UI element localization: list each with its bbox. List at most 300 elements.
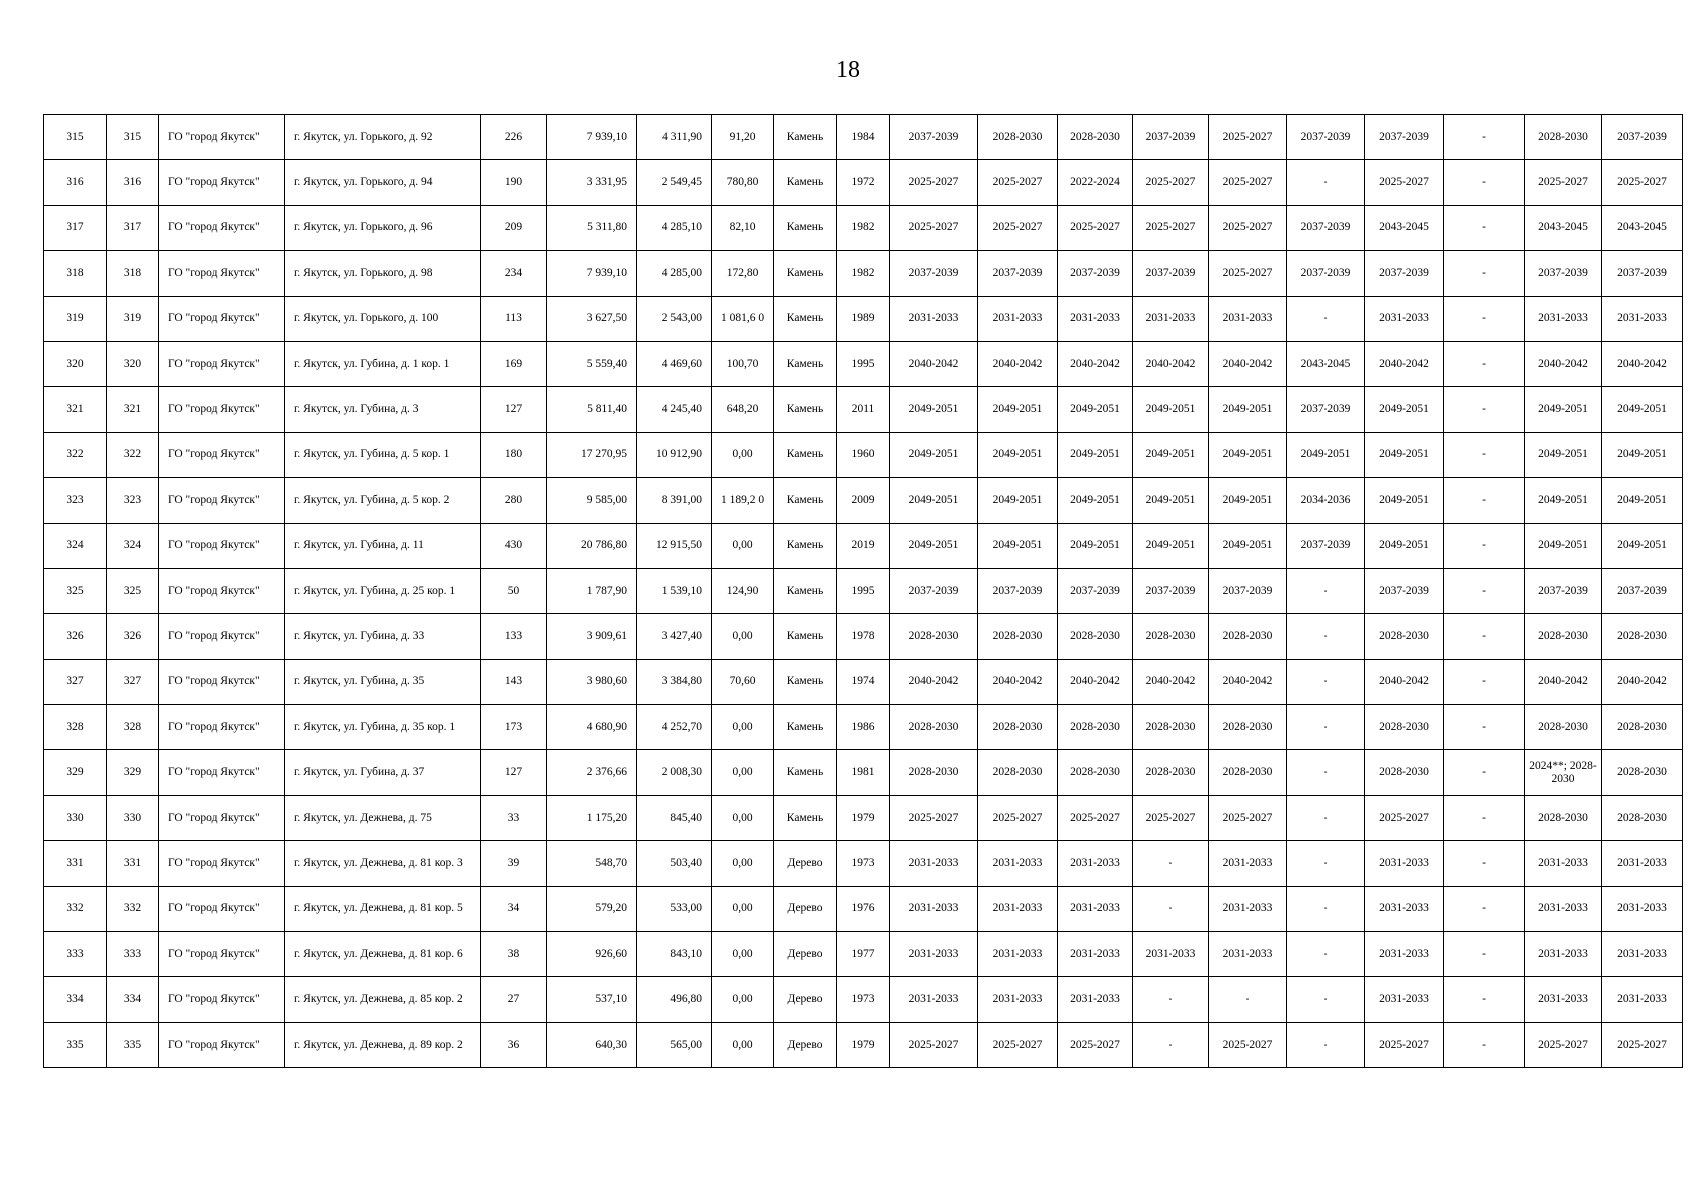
cell-residents: 33 [481,795,547,840]
cell-period-8: - [1444,659,1525,704]
cell-living-area: 1 539,10 [637,568,712,613]
cell-living-area: 4 469,60 [637,341,712,386]
cell-residents: 234 [481,251,547,296]
cell-total-area: 3 980,60 [547,659,637,704]
cell-period-7: 2043-2045 [1365,205,1444,250]
cell-wall-material: Камень [774,251,837,296]
cell-total-area: 1 175,20 [547,795,637,840]
cell-living-area: 4 245,40 [637,387,712,432]
cell-wall-material: Камень [774,523,837,568]
cell-build-year: 1973 [837,841,890,886]
cell-total-area: 7 939,10 [547,251,637,296]
cell-residents: 34 [481,886,547,931]
cell-build-year: 2019 [837,523,890,568]
cell-address: г. Якутск, ул. Губина, д. 3 [285,387,481,432]
cell-period-5: 2040-2042 [1209,341,1287,386]
cell-period-1: 2037-2039 [890,251,978,296]
cell-period-3: 2025-2027 [1058,795,1133,840]
cell-address: г. Якутск, ул. Дежнева, д. 81 кор. 3 [285,841,481,886]
cell-house-number: 322 [107,432,159,477]
cell-living-area: 2 549,45 [637,160,712,205]
cell-period-8: - [1444,705,1525,750]
cell-total-area: 5 559,40 [547,341,637,386]
cell-period-9: 2031-2033 [1525,841,1602,886]
cell-municipality: ГО "город Якутск" [159,478,285,523]
cell-living-area: 533,00 [637,886,712,931]
cell-period-3: 2040-2042 [1058,341,1133,386]
cell-period-6: - [1287,296,1365,341]
cell-period-3: 2037-2039 [1058,251,1133,296]
cell-total-area: 9 585,00 [547,478,637,523]
cell-period-9: 2028-2030 [1525,115,1602,160]
cell-period-8: - [1444,341,1525,386]
cell-row-number: 328 [44,705,107,750]
cell-address: г. Якутск, ул. Горького, д. 94 [285,160,481,205]
cell-period-9: 2028-2030 [1525,614,1602,659]
cell-period-2: 2037-2039 [978,568,1058,613]
cell-house-number: 321 [107,387,159,432]
cell-period-7: 2031-2033 [1365,932,1444,977]
cell-period-2: 2025-2027 [978,1022,1058,1067]
cell-period-9: 2040-2042 [1525,659,1602,704]
cell-period-7: 2028-2030 [1365,705,1444,750]
cell-period-2: 2040-2042 [978,341,1058,386]
cell-period-7: 2025-2027 [1365,1022,1444,1067]
cell-period-2: 2040-2042 [978,659,1058,704]
cell-period-7: 2031-2033 [1365,977,1444,1022]
cell-municipality: ГО "город Якутск" [159,251,285,296]
cell-period-5: 2031-2033 [1209,932,1287,977]
cell-total-area: 5 311,80 [547,205,637,250]
cell-total-area: 17 270,95 [547,432,637,477]
cell-period-6: 2034-2036 [1287,478,1365,523]
cell-period-4: 2028-2030 [1133,750,1209,795]
cell-address: г. Якутск, ул. Губина, д. 5 кор. 1 [285,432,481,477]
cell-period-10: 2031-2033 [1602,841,1683,886]
cell-period-1: 2028-2030 [890,705,978,750]
cell-build-year: 1974 [837,659,890,704]
cell-house-number: 329 [107,750,159,795]
cell-period-6: 2037-2039 [1287,251,1365,296]
cell-period-2: 2031-2033 [978,932,1058,977]
cell-period-7: 2040-2042 [1365,659,1444,704]
table-row [44,977,1683,1022]
cell-period-4: - [1133,977,1209,1022]
cell-total-area: 579,20 [547,886,637,931]
cell-period-4: 2025-2027 [1133,795,1209,840]
cell-period-5: 2025-2027 [1209,160,1287,205]
cell-municipality: ГО "город Якутск" [159,568,285,613]
cell-wall-material: Камень [774,705,837,750]
cell-period-1: 2037-2039 [890,568,978,613]
cell-total-area: 3 909,61 [547,614,637,659]
cell-period-1: 2040-2042 [890,659,978,704]
cell-row-number: 316 [44,160,107,205]
cell-period-3: 2037-2039 [1058,568,1133,613]
cell-period-9: 2031-2033 [1525,977,1602,1022]
cell-municipality: ГО "город Якутск" [159,841,285,886]
cell-total-area: 548,70 [547,841,637,886]
table-row [44,568,1683,613]
cell-period-9: 2037-2039 [1525,251,1602,296]
cell-row-number: 319 [44,296,107,341]
cell-period-6: 2037-2039 [1287,205,1365,250]
cell-residents: 180 [481,432,547,477]
cell-period-4: 2037-2039 [1133,568,1209,613]
cell-residents: 127 [481,387,547,432]
cell-period-5: 2031-2033 [1209,886,1287,931]
cell-period-3: 2028-2030 [1058,705,1133,750]
cell-period-1: 2049-2051 [890,523,978,568]
cell-living-area: 4 311,90 [637,115,712,160]
cell-period-6: - [1287,932,1365,977]
cell-living-area: 4 285,00 [637,251,712,296]
cell-period-10: 2031-2033 [1602,296,1683,341]
cell-period-2: 2028-2030 [978,115,1058,160]
cell-period-6: 2049-2051 [1287,432,1365,477]
cell-municipality: ГО "город Якутск" [159,705,285,750]
cell-period-3: 2025-2027 [1058,1022,1133,1067]
cell-wall-material: Камень [774,115,837,160]
cell-residents: 143 [481,659,547,704]
cell-municipality: ГО "город Якутск" [159,795,285,840]
cell-municipality: ГО "город Якутск" [159,523,285,568]
cell-row-number: 322 [44,432,107,477]
cell-period-8: - [1444,160,1525,205]
cell-build-year: 1973 [837,977,890,1022]
cell-row-number: 330 [44,795,107,840]
cell-period-3: 2031-2033 [1058,841,1133,886]
cell-living-area: 3 427,40 [637,614,712,659]
cell-period-7: 2028-2030 [1365,614,1444,659]
cell-period-10: 2028-2030 [1602,795,1683,840]
cell-period-5: 2049-2051 [1209,387,1287,432]
cell-period-6: - [1287,795,1365,840]
cell-row-number: 332 [44,886,107,931]
cell-period-9: 2040-2042 [1525,341,1602,386]
cell-period-10: 2025-2027 [1602,1022,1683,1067]
cell-row-number: 333 [44,932,107,977]
cell-address: г. Якутск, ул. Горького, д. 92 [285,115,481,160]
cell-nonliving-area: 82,10 [712,205,774,250]
cell-period-3: 2049-2051 [1058,432,1133,477]
table-row [44,296,1683,341]
cell-period-3: 2049-2051 [1058,523,1133,568]
cell-period-4: 2025-2027 [1133,160,1209,205]
cell-period-9: 2031-2033 [1525,932,1602,977]
cell-period-10: 2040-2042 [1602,341,1683,386]
cell-row-number: 325 [44,568,107,613]
cell-period-3: 2049-2051 [1058,387,1133,432]
cell-period-10: 2049-2051 [1602,478,1683,523]
cell-living-area: 8 391,00 [637,478,712,523]
cell-living-area: 565,00 [637,1022,712,1067]
cell-build-year: 1982 [837,251,890,296]
cell-period-10: 2049-2051 [1602,432,1683,477]
cell-total-area: 4 680,90 [547,705,637,750]
cell-nonliving-area: 172,80 [712,251,774,296]
cell-wall-material: Дерево [774,932,837,977]
cell-wall-material: Камень [774,387,837,432]
table-row [44,841,1683,886]
cell-nonliving-area: 70,60 [712,659,774,704]
table-row [44,705,1683,750]
cell-living-area: 503,40 [637,841,712,886]
cell-house-number: 315 [107,115,159,160]
cell-period-1: 2031-2033 [890,886,978,931]
cell-period-10: 2040-2042 [1602,659,1683,704]
cell-row-number: 334 [44,977,107,1022]
cell-total-area: 3 331,95 [547,160,637,205]
table-row [44,886,1683,931]
cell-period-2: 2028-2030 [978,614,1058,659]
cell-period-6: - [1287,841,1365,886]
cell-nonliving-area: 0,00 [712,795,774,840]
cell-wall-material: Камень [774,296,837,341]
cell-period-10: 2028-2030 [1602,750,1683,795]
cell-house-number: 335 [107,1022,159,1067]
cell-period-9: 2031-2033 [1525,296,1602,341]
cell-period-8: - [1444,932,1525,977]
cell-period-2: 2025-2027 [978,205,1058,250]
cell-address: г. Якутск, ул. Губина, д. 1 кор. 1 [285,341,481,386]
cell-period-1: 2028-2030 [890,614,978,659]
cell-total-area: 926,60 [547,932,637,977]
cell-row-number: 331 [44,841,107,886]
cell-period-2: 2049-2051 [978,387,1058,432]
cell-period-2: 2025-2027 [978,795,1058,840]
cell-period-8: - [1444,115,1525,160]
cell-period-9: 2024**; 2028-2030 [1525,750,1602,795]
cell-living-area: 10 912,90 [637,432,712,477]
cell-wall-material: Дерево [774,886,837,931]
cell-residents: 127 [481,750,547,795]
cell-period-8: - [1444,296,1525,341]
cell-period-1: 2040-2042 [890,341,978,386]
cell-period-10: 2049-2051 [1602,523,1683,568]
cell-build-year: 1984 [837,115,890,160]
cell-wall-material: Дерево [774,841,837,886]
cell-period-5: 2025-2027 [1209,795,1287,840]
cell-period-9: 2043-2045 [1525,205,1602,250]
cell-house-number: 318 [107,251,159,296]
cell-total-area: 1 787,90 [547,568,637,613]
cell-period-4: 2040-2042 [1133,659,1209,704]
cell-house-number: 327 [107,659,159,704]
cell-municipality: ГО "город Якутск" [159,115,285,160]
cell-period-6: 2043-2045 [1287,341,1365,386]
cell-municipality: ГО "город Якутск" [159,659,285,704]
cell-period-6: - [1287,750,1365,795]
cell-period-9: 2049-2051 [1525,478,1602,523]
cell-period-10: 2049-2051 [1602,387,1683,432]
cell-municipality: ГО "город Якутск" [159,296,285,341]
cell-row-number: 324 [44,523,107,568]
cell-period-8: - [1444,750,1525,795]
cell-total-area: 640,30 [547,1022,637,1067]
cell-period-10: 2031-2033 [1602,932,1683,977]
table-body [44,115,1683,1068]
table-row [44,432,1683,477]
cell-period-4: - [1133,1022,1209,1067]
cell-period-8: - [1444,568,1525,613]
table-row [44,478,1683,523]
cell-period-2: 2049-2051 [978,432,1058,477]
cell-wall-material: Камень [774,614,837,659]
cell-wall-material: Камень [774,659,837,704]
table-row [44,795,1683,840]
cell-period-9: 2049-2051 [1525,523,1602,568]
cell-total-area: 5 811,40 [547,387,637,432]
cell-period-3: 2031-2033 [1058,886,1133,931]
cell-period-10: 2037-2039 [1602,115,1683,160]
cell-wall-material: Камень [774,478,837,523]
cell-period-7: 2037-2039 [1365,115,1444,160]
cell-period-5: 2040-2042 [1209,659,1287,704]
cell-period-5: 2049-2051 [1209,478,1287,523]
cell-period-7: 2028-2030 [1365,750,1444,795]
table-row [44,614,1683,659]
cell-period-9: 2037-2039 [1525,568,1602,613]
cell-address: г. Якутск, ул. Губина, д. 35 [285,659,481,704]
cell-period-10: 2037-2039 [1602,568,1683,613]
cell-period-10: 2025-2027 [1602,160,1683,205]
cell-address: г. Якутск, ул. Горького, д. 98 [285,251,481,296]
cell-nonliving-area: 91,20 [712,115,774,160]
cell-period-9: 2028-2030 [1525,705,1602,750]
table-row [44,251,1683,296]
cell-period-4: 2031-2033 [1133,932,1209,977]
cell-period-3: 2025-2027 [1058,205,1133,250]
cell-period-6: - [1287,705,1365,750]
cell-residents: 113 [481,296,547,341]
cell-period-2: 2037-2039 [978,251,1058,296]
cell-period-6: 2037-2039 [1287,387,1365,432]
cell-house-number: 324 [107,523,159,568]
cell-period-5: 2031-2033 [1209,841,1287,886]
cell-nonliving-area: 124,90 [712,568,774,613]
cell-row-number: 326 [44,614,107,659]
cell-nonliving-area: 0,00 [712,841,774,886]
cell-wall-material: Дерево [774,1022,837,1067]
cell-period-5: - [1209,977,1287,1022]
cell-municipality: ГО "город Якутск" [159,614,285,659]
table-row [44,1022,1683,1067]
cell-period-9: 2031-2033 [1525,886,1602,931]
cell-period-8: - [1444,1022,1525,1067]
cell-build-year: 1982 [837,205,890,250]
cell-period-8: - [1444,977,1525,1022]
cell-house-number: 332 [107,886,159,931]
cell-period-10: 2031-2033 [1602,977,1683,1022]
cell-period-4: 2037-2039 [1133,251,1209,296]
cell-house-number: 328 [107,705,159,750]
cell-period-3: 2022-2024 [1058,160,1133,205]
cell-period-6: - [1287,614,1365,659]
cell-total-area: 7 939,10 [547,115,637,160]
cell-address: г. Якутск, ул. Губина, д. 33 [285,614,481,659]
cell-period-1: 2031-2033 [890,932,978,977]
cell-period-4: 2025-2027 [1133,205,1209,250]
cell-nonliving-area: 0,00 [712,432,774,477]
cell-wall-material: Камень [774,795,837,840]
cell-row-number: 318 [44,251,107,296]
cell-period-1: 2025-2027 [890,205,978,250]
cell-municipality: ГО "город Якутск" [159,977,285,1022]
cell-period-6: - [1287,886,1365,931]
cell-build-year: 1979 [837,1022,890,1067]
cell-period-8: - [1444,523,1525,568]
cell-period-4: - [1133,841,1209,886]
cell-residents: 280 [481,478,547,523]
cell-period-1: 2028-2030 [890,750,978,795]
table-row [44,387,1683,432]
cell-period-9: 2025-2027 [1525,1022,1602,1067]
cell-total-area: 2 376,66 [547,750,637,795]
cell-period-10: 2028-2030 [1602,614,1683,659]
cell-address: г. Якутск, ул. Губина, д. 35 кор. 1 [285,705,481,750]
cell-build-year: 1976 [837,886,890,931]
cell-nonliving-area: 780,80 [712,160,774,205]
cell-row-number: 327 [44,659,107,704]
cell-period-1: 2037-2039 [890,115,978,160]
cell-wall-material: Камень [774,341,837,386]
cell-wall-material: Камень [774,160,837,205]
cell-period-8: - [1444,795,1525,840]
cell-period-5: 2049-2051 [1209,523,1287,568]
cell-municipality: ГО "город Якутск" [159,750,285,795]
cell-build-year: 1986 [837,705,890,750]
cell-living-area: 496,80 [637,977,712,1022]
cell-nonliving-area: 100,70 [712,341,774,386]
cell-period-9: 2049-2051 [1525,387,1602,432]
cell-residents: 36 [481,1022,547,1067]
cell-period-4: - [1133,886,1209,931]
cell-build-year: 1979 [837,795,890,840]
cell-period-8: - [1444,841,1525,886]
table-row [44,115,1683,160]
cell-municipality: ГО "город Якутск" [159,341,285,386]
cell-period-5: 2031-2033 [1209,296,1287,341]
cell-period-10: 2031-2033 [1602,886,1683,931]
cell-period-1: 2025-2027 [890,795,978,840]
cell-period-2: 2028-2030 [978,705,1058,750]
cell-period-1: 2049-2051 [890,478,978,523]
cell-residents: 226 [481,115,547,160]
cell-municipality: ГО "город Якутск" [159,886,285,931]
cell-nonliving-area: 0,00 [712,1022,774,1067]
cell-period-5: 2028-2030 [1209,750,1287,795]
cell-address: г. Якутск, ул. Губина, д. 5 кор. 2 [285,478,481,523]
cell-row-number: 317 [44,205,107,250]
cell-residents: 39 [481,841,547,886]
cell-address: г. Якутск, ул. Губина, д. 11 [285,523,481,568]
cell-period-4: 2049-2051 [1133,432,1209,477]
cell-period-2: 2031-2033 [978,841,1058,886]
cell-period-4: 2037-2039 [1133,115,1209,160]
table-row [44,750,1683,795]
cell-residents: 209 [481,205,547,250]
cell-period-10: 2043-2045 [1602,205,1683,250]
table-row [44,659,1683,704]
cell-period-4: 2049-2051 [1133,387,1209,432]
cell-address: г. Якутск, ул. Горького, д. 100 [285,296,481,341]
cell-living-area: 2 008,30 [637,750,712,795]
cell-living-area: 843,10 [637,932,712,977]
cell-period-9: 2025-2027 [1525,160,1602,205]
cell-residents: 38 [481,932,547,977]
cell-row-number: 323 [44,478,107,523]
